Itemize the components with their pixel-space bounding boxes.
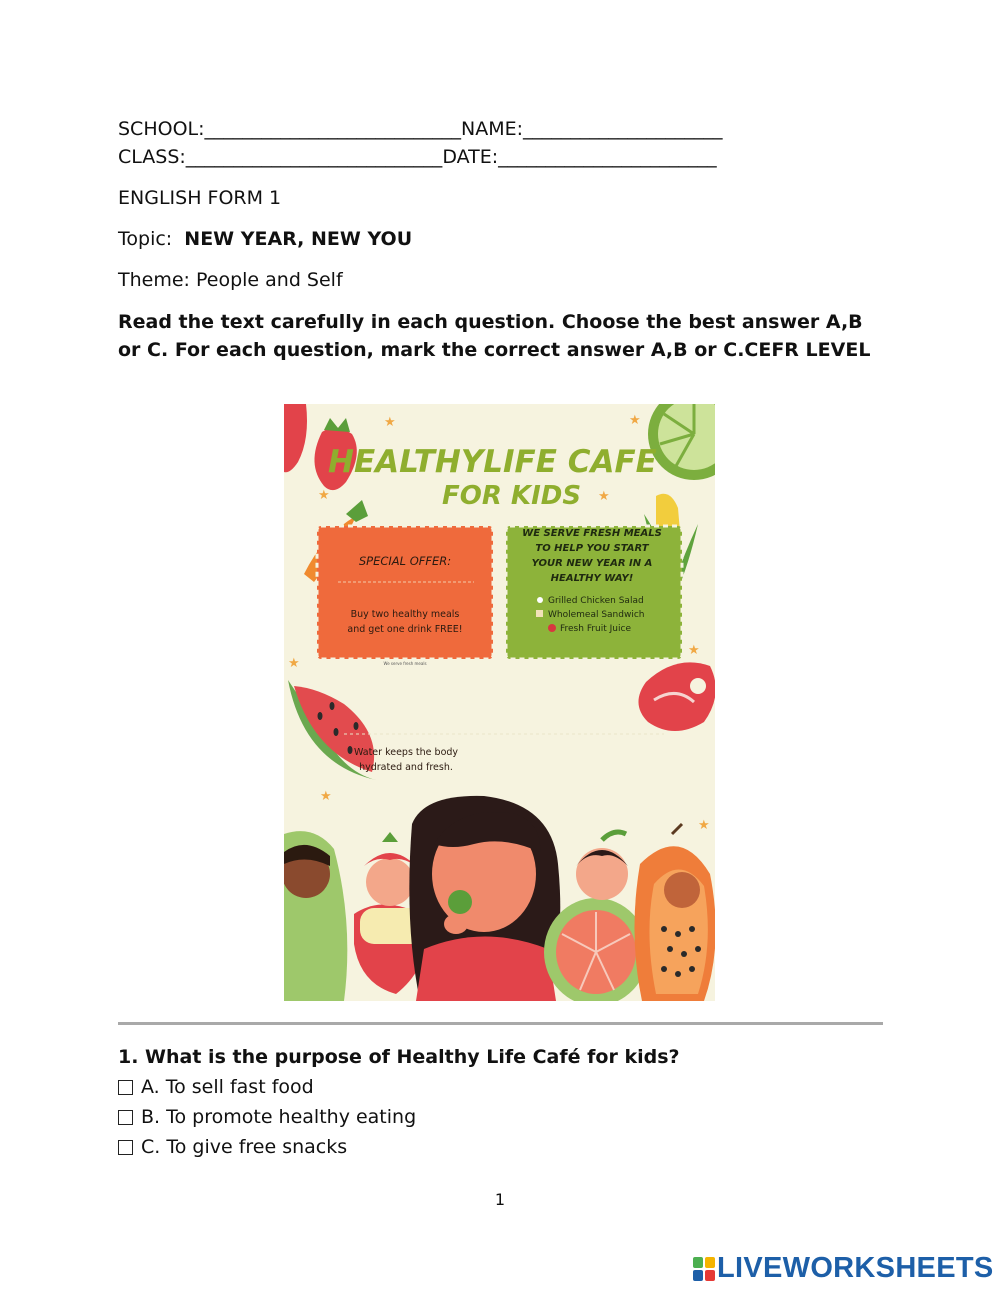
name-field[interactable]: NAME:_____________________ [461, 118, 723, 140]
offer-line-1: Buy two healthy meals [350, 609, 460, 620]
class-field[interactable]: CLASS:___________________________ [118, 146, 443, 168]
offer-heading: SPECIAL OFFER: [358, 554, 452, 568]
water-line-1: Water keeps the body [353, 747, 459, 758]
option-c-label: C. To give free snacks [141, 1136, 348, 1158]
menu-item-1: Grilled Chicken Salad [548, 596, 644, 606]
poster-title-line2: FOR KIDS [442, 481, 582, 511]
svg-text:★: ★ [384, 415, 396, 430]
question-1-option-a[interactable] [118, 1076, 314, 1098]
section-divider [118, 1022, 883, 1025]
checkbox-icon[interactable] [118, 1140, 133, 1155]
offer-line-2: and get one drink FREE! [347, 624, 463, 635]
poster-artwork [284, 404, 715, 1001]
special-offer-panel [317, 526, 493, 659]
girl-shirt-icon [416, 937, 556, 1002]
menu-item-2: Wholemeal Sandwich [548, 610, 645, 620]
theme-line: Theme: People and Self [118, 269, 343, 291]
topic-value: NEW YEAR, NEW YOU [184, 228, 413, 250]
topic-line [118, 228, 412, 250]
page-number: 1 [494, 1190, 506, 1209]
poster-title-line1: HEALTHYLIFE CAFE [328, 444, 657, 480]
svg-text:★: ★ [688, 643, 700, 658]
serve-line-2: TO HELP YOU START [535, 543, 649, 554]
small-note: We serve fresh meals [383, 661, 427, 666]
svg-text:★: ★ [698, 818, 710, 833]
svg-text:★: ★ [629, 413, 641, 428]
option-a-label: A. To sell fast food [141, 1076, 314, 1098]
school-field[interactable]: SCHOOL:___________________________ [118, 118, 462, 140]
broccoli-icon [448, 890, 472, 914]
checkbox-icon[interactable] [118, 1080, 133, 1095]
salad-bowl-icon [537, 597, 543, 603]
cafe-poster [284, 404, 715, 1001]
question-1-option-b[interactable] [118, 1106, 416, 1128]
date-field[interactable]: DATE:_______________________ [442, 146, 717, 168]
option-b-label: B. To promote healthy eating [141, 1106, 417, 1128]
sandwich-icon [536, 610, 543, 617]
liveworksheets-wordmark: LIVEWORKSHEETS [717, 1252, 994, 1284]
svg-text:★: ★ [598, 489, 610, 504]
svg-text:★: ★ [318, 488, 330, 503]
header-row-class [118, 146, 878, 168]
topic-label: Topic: [118, 228, 173, 250]
menu-item-3: Fresh Fruit Juice [560, 624, 631, 634]
svg-text:★: ★ [288, 656, 300, 671]
juice-icon [548, 624, 556, 632]
serve-line-4: HEALTHY WAY! [550, 573, 634, 584]
water-line-2: hydrated and fresh. [359, 762, 453, 773]
question-1-option-c[interactable] [118, 1136, 347, 1158]
liveworksheets-logo [693, 1252, 994, 1285]
checkbox-icon[interactable] [118, 1110, 133, 1125]
course-title: ENGLISH FORM 1 [118, 187, 282, 209]
question-1-title: 1. What is the purpose of Healthy Life Café for kids? [118, 1046, 680, 1068]
instructions: Read the text carefully in each question. Choose the best answer A,B or C. For each question, mark the correct answer A,B or C.CEFR LEVEL [118, 311, 871, 361]
liveworksheets-logo-icon [693, 1257, 715, 1281]
serve-line-3: YOUR NEW YEAR IN A [531, 558, 653, 569]
serve-line-1: WE SERVE FRESH MEALS [522, 528, 662, 539]
header-row-school [118, 118, 878, 140]
svg-text:★: ★ [320, 789, 332, 804]
